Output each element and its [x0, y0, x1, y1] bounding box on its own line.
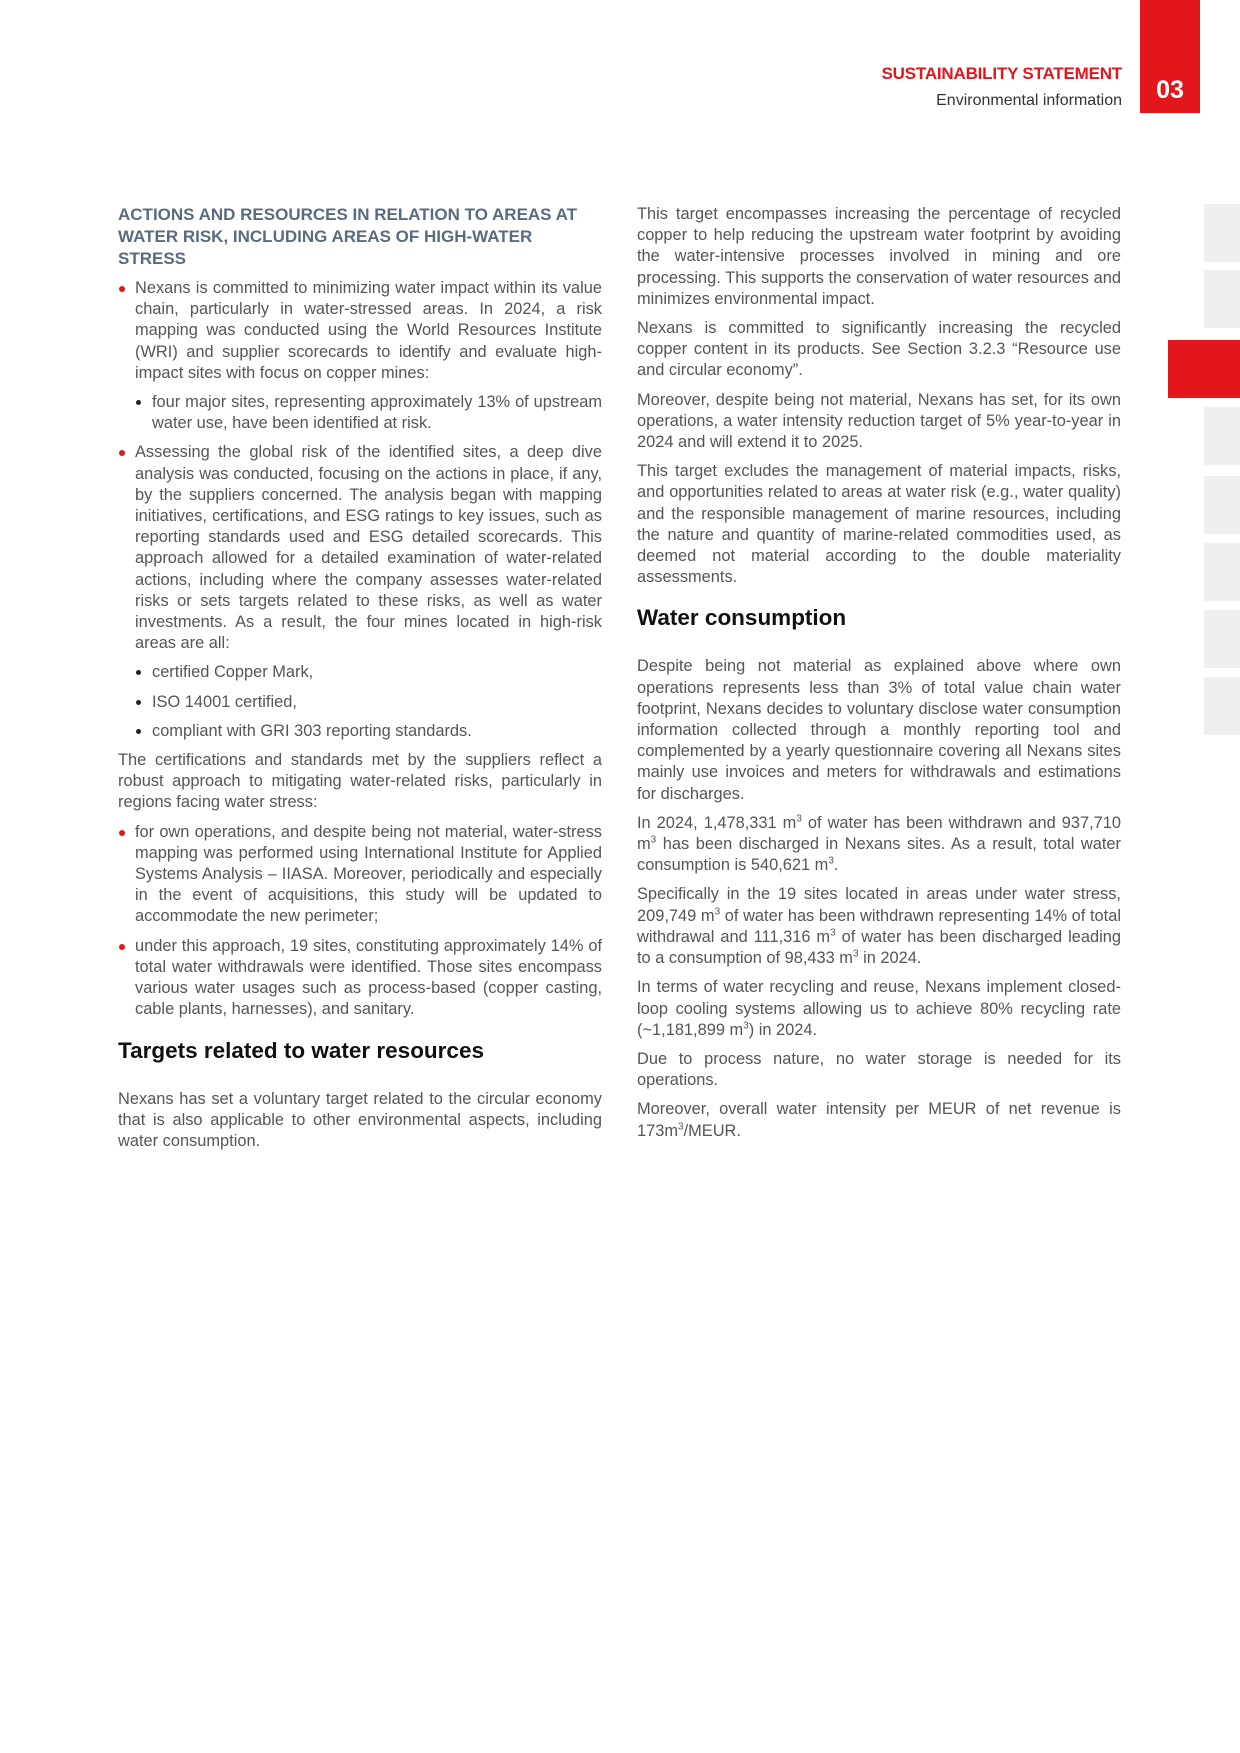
side-nav-tab-active[interactable]: [1168, 340, 1240, 398]
paragraph: This target encompasses increasing the percentage of recycled copper to help reducing the upstream water footprint by avoiding the water-intensive processes involved in mining and ore processing. This supports the conservation of water resources and minimizes environmental impact.: [637, 205, 1121, 308]
header-section-title: SUSTAINABILITY STATEMENT: [881, 64, 1122, 83]
superscript: 3: [743, 1020, 749, 1032]
paragraph: This target excludes the management of material impacts, risks, and opportunities related to areas at water risk (e.g., water quality) and the responsible management of marine resources, including the nature and quantity of marine-related commodities used, as deemed not material according to the double materiality assessments.: [637, 462, 1121, 587]
paragraph: The certifications and standards met by the suppliers reflect a robust approach to mitigating water-related risks, particularly in regions facing water stress:: [118, 751, 602, 812]
sub-list: [135, 662, 602, 742]
paragraph: Moreover, despite being not material, Nexans has set, for its own operations, a water intensity reduction target of 5% year-to-year in 2024 and will extend it to 2025.: [637, 390, 1121, 452]
list-item: [118, 278, 602, 434]
water-risk-list: [118, 278, 602, 742]
side-nav-tab-8[interactable]: [1204, 677, 1240, 735]
water-stress-sites-paragraph: [637, 884, 1121, 969]
targets-section-title: Targets related to water resources: [118, 1037, 484, 1063]
water-stress-list: [118, 822, 602, 1021]
side-nav-tab-5[interactable]: [1204, 476, 1240, 534]
sub-list-item: compliant with GRI 303 reporting standards.: [135, 721, 602, 742]
paragraph: Despite being not material as explained above where own operations represents less than 3% of total value chain water footprint, Nexans decides to voluntary disclose water consumption information collected through a monthly reporting tool and complemented by a yearly questionnaire covering all Nexans sites mainly use invoices and meters for withdrawals and estimations for discharges.: [637, 657, 1121, 803]
paragraph: Due to process nature, no water storage is needed for its operations.: [637, 1049, 1121, 1090]
paragraph: Nexans has set a voluntary target related to the circular economy that is also applicable to other environmental aspects, including water consumption.: [118, 1089, 602, 1150]
superscript: 3: [828, 855, 834, 867]
withdrawal-paragraph: [637, 813, 1121, 877]
side-nav-tab-7[interactable]: [1204, 610, 1240, 668]
water-intensity-paragraph: [637, 1099, 1121, 1141]
sub-list-item: certified Copper Mark,: [135, 662, 602, 683]
list-item: [118, 442, 602, 742]
side-nav-tab-1[interactable]: [1204, 204, 1240, 262]
text-segment: of water has been withdrawn and 937,710 m: [637, 813, 1122, 854]
sub-list: [135, 392, 602, 434]
chapter-number-tab[interactable]: 03: [1140, 0, 1200, 113]
text-segment: In terms of water recycling and reuse, Nexans implement closed-loop cooling systems allowing us to achieve 80% recycling rate (~1,181,899 m: [637, 978, 1121, 1039]
list-item-text: Nexans is committed to minimizing water impact within its value chain, particularly in water-stressed areas. In 2024, a risk mapping was conducted using the World Resources Institute (WRI) and supplier scorecards to identify and evaluate high-impact sites with focus on copper mines:: [135, 279, 602, 382]
paragraph: Nexans is committed to significantly increasing the recycled copper content in its products. See Section 3.2.3 “Resource use and circular economy”.: [637, 319, 1121, 380]
recycling-paragraph: [637, 977, 1121, 1041]
list-item: for own operations, and despite being not material, water-stress mapping was performed using International Institute for Applied Systems Analysis – IIASA. Moreover, periodically and especially in the event of acquisitions, this study will be updated to accommodate the new perimeter;: [118, 822, 602, 928]
superscript: 3: [830, 927, 836, 939]
water-consumption-section-title: Water consumption: [637, 605, 847, 631]
side-nav-tab-2[interactable]: [1204, 270, 1240, 328]
sub-list-item: ISO 14001 certified,: [135, 692, 602, 713]
text-segment: Specifically in the 19 sites located in areas under water stress, 209,749 m: [637, 885, 1121, 925]
list-item: under this approach, 19 sites, constituting approximately 14% of total water withdrawals were identified. Those sites encompass various water usages such as process-based (copper casting, cable plants, harnesses), and sanitary.: [118, 936, 602, 1021]
superscript: 3: [650, 834, 657, 846]
text-segment: /MEUR.: [683, 1121, 741, 1140]
side-nav-tab-4[interactable]: [1204, 407, 1240, 465]
side-nav-tab-6[interactable]: [1204, 543, 1240, 601]
text-segment: Moreover, overall water intensity per MEUR of net revenue is 173m: [637, 1100, 1121, 1140]
text-segment: In 2024, 1,478,331 m: [637, 813, 797, 832]
text-segment: ) in 2024.: [748, 1020, 818, 1039]
list-item-text: Assessing the global risk of the identified sites, a deep dive analysis was conducted, focusing on the actions in place, if any, by the suppliers concerned. The analysis began with mapping initiatives, certifications, and ESG ratings to key issues, such as reporting standards used and ESG detailed scorecards. This approach allowed for a detailed examination of water-related actions, including where the company assesses water-related risks or sets targets related to these risks, as well as water investments. As a result, the four mines located in high-risk areas are all:: [135, 443, 602, 653]
header-subsection-title: Environmental information: [936, 92, 1122, 109]
superscript: 3: [678, 1121, 684, 1133]
superscript: 3: [852, 948, 859, 960]
text-segment: in 2024.: [858, 949, 922, 968]
superscript: 3: [796, 813, 802, 825]
text-segment: .: [833, 856, 839, 875]
superscript: 3: [714, 906, 721, 918]
right-column: [637, 204, 1121, 1150]
text-segment: of water has been discharged leading to a consumption of 98,433 m: [637, 927, 1121, 968]
sub-list-item: four major sites, representing approximately 13% of upstream water use, have been identified at risk.: [135, 392, 602, 434]
text-segment: of water has been withdrawn representing 14% of total withdrawal and 111,316 m: [637, 906, 1121, 946]
water-risk-subheading: ACTIONS AND RESOURCES IN RELATION TO AREAS AT WATER RISK, INCLUDING AREAS OF HIGH-WATER STRESS: [118, 205, 578, 268]
left-column: [118, 204, 602, 1160]
text-segment: has been discharged in Nexans sites. As a result, total water consumption is 540,621 m: [637, 835, 1121, 875]
